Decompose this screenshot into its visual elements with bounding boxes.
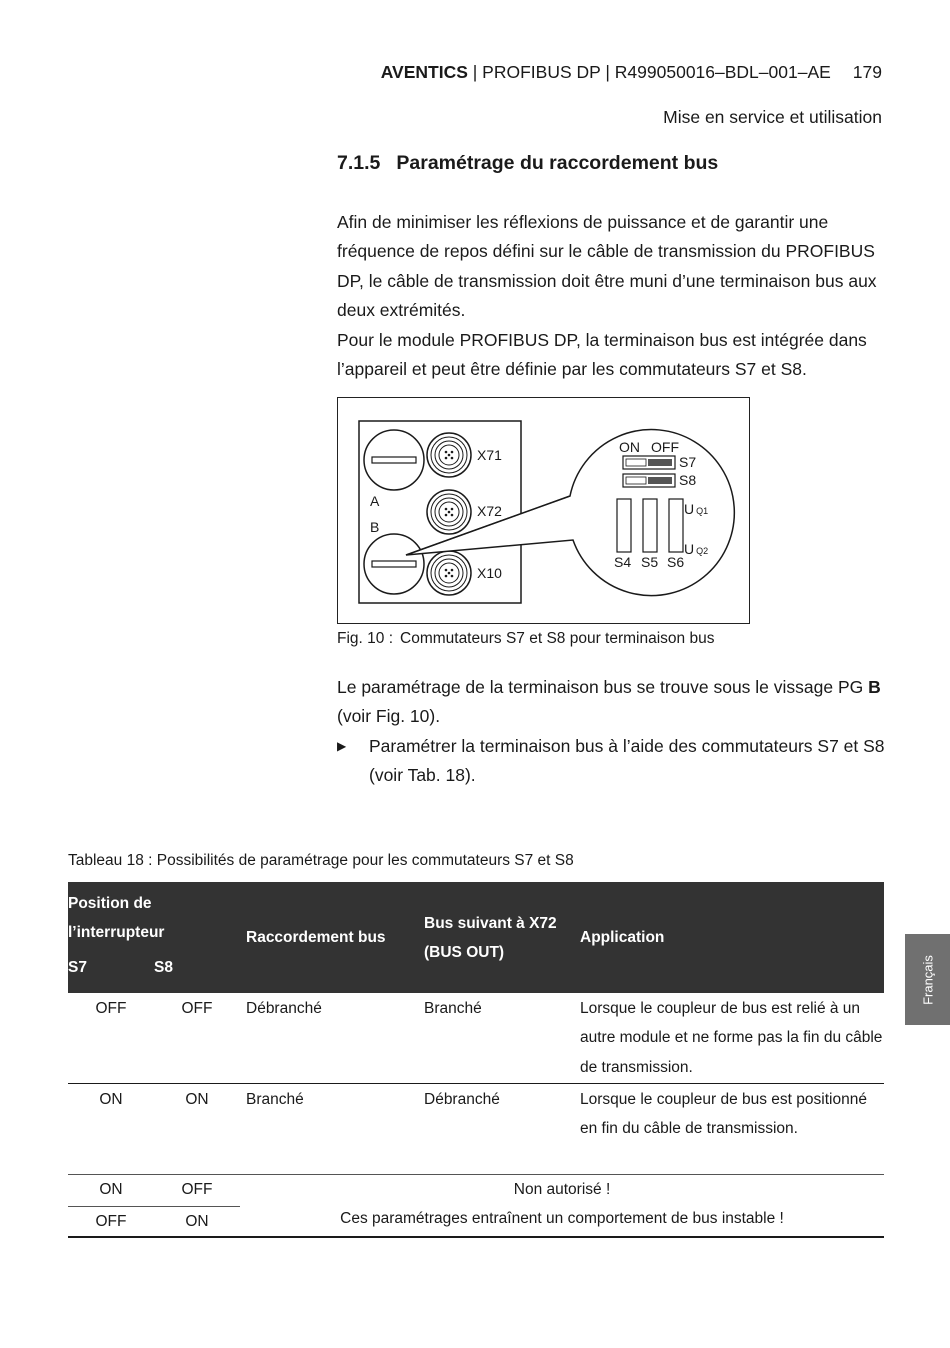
not-allowed-title: Non autorisé !: [513, 1180, 611, 1198]
label-s5: S5: [641, 554, 659, 570]
label-u-q2: U Q2: [684, 541, 709, 557]
header-bus-suivant: [417, 882, 573, 993]
header-separator: |: [600, 62, 615, 82]
cell-s8: ON: [185, 1090, 209, 1108]
section-number: 7.1.5: [337, 152, 381, 174]
instruction-text: Paramétrer la terminaison bus à l’aide des commutateurs S7 et S8 (voir Tab. 18).: [369, 736, 885, 786]
header-bus-line2: (BUS OUT): [424, 943, 505, 961]
cell-s7: OFF: [95, 1000, 127, 1017]
paragraph-location: [337, 673, 889, 732]
running-header: [381, 62, 882, 83]
label-s4: S4: [614, 554, 632, 570]
paragraph-location-ref: (voir Fig. 10).: [337, 706, 441, 727]
switch-s5: [643, 499, 657, 552]
cell-s8: OFF: [181, 1180, 213, 1198]
connector-x10: [427, 551, 471, 595]
switch-s8: [623, 474, 675, 487]
header-raccordement: Raccordement bus: [240, 882, 417, 993]
document-number: R499050016–BDL–001–AE: [614, 62, 831, 82]
instruction-item: [337, 732, 889, 791]
page-number: 179: [852, 62, 882, 82]
label-a: A: [370, 493, 380, 509]
cell-s8: ON: [185, 1212, 209, 1230]
cell-s8: OFF: [181, 1000, 213, 1017]
cell-s7: ON: [99, 1180, 123, 1198]
section-heading: [337, 152, 718, 175]
pg-b-label: B: [868, 677, 881, 697]
brand-name: AVENTICS: [380, 62, 468, 82]
switch-s4: [617, 499, 631, 552]
label-off: OFF: [651, 439, 679, 455]
label-x10: X10: [477, 565, 502, 581]
cell-s7: OFF: [95, 1212, 127, 1230]
cell-application: Lorsque le coupleur de bus est relié à un autre module et ne forme pas la fin du câble de transmission.: [580, 1000, 883, 1076]
label-s7: S7: [679, 454, 697, 470]
header-application: Application: [573, 882, 884, 993]
switch-diagram: [338, 398, 749, 623]
table-caption: Tableau 18 : Possibilités de paramétrage pour les commutateurs S7 et S8: [68, 852, 574, 869]
switch-s6: [669, 499, 683, 552]
header-position-line2: l’interrupteur: [68, 924, 165, 941]
label-on: ON: [619, 439, 640, 455]
cell-raccordement: Branché: [246, 1090, 304, 1108]
cell-bus: Débranché: [424, 1090, 500, 1108]
cell-s7: ON: [99, 1090, 123, 1108]
figure-caption-label: Fig. 10 :: [337, 630, 393, 647]
table-row: [68, 1083, 884, 1174]
paragraph-intro: Afin de minimiser les réflexions de puissance et de garantir une fréquence de repos défini sur le câble de transmission du PROFIBUS DP, le câble de transmission doit être muni d’une terminaison bus aux deux extrémités.: [337, 212, 877, 320]
language-tab-label: Français: [920, 954, 935, 1005]
connector-x71: [427, 433, 471, 477]
label-x71: X71: [477, 447, 502, 463]
figure-caption-text: Commutateurs S7 et S8 pour terminaison bus: [400, 630, 715, 647]
cell-not-allowed: [240, 1174, 884, 1237]
header-position: [68, 882, 240, 951]
label-s8: S8: [679, 472, 697, 488]
label-x72: X72: [477, 503, 502, 519]
label-s6: S6: [667, 554, 685, 570]
paragraph-location-text: Le paramétrage de la terminaison bus se trouve sous le vissage PG: [337, 677, 869, 697]
header-separator: |: [467, 62, 483, 82]
label-u-q1: U Q1: [684, 501, 709, 517]
header-bus-line1: Bus suivant à X72: [424, 914, 557, 932]
bullet-triangle-icon: ▶: [337, 739, 347, 753]
product-name: PROFIBUS DP: [482, 62, 601, 82]
settings-table: [68, 882, 884, 1238]
figure-switches: [337, 397, 750, 624]
cell-raccordement: Débranché: [246, 1000, 322, 1017]
label-b: B: [370, 519, 380, 535]
header-s8: S8: [154, 951, 240, 993]
table-row: [68, 1174, 884, 1206]
header-position-line1: Position de: [68, 895, 152, 912]
cell-application: Lorsque le coupleur de bus est positionné en fin du câble de transmission.: [580, 1090, 867, 1137]
not-allowed-warning: Ces paramétrages entraînent un comportement de bus instable !: [340, 1209, 784, 1227]
header-s7: S7: [68, 951, 154, 993]
paragraph-module: Pour le module PROFIBUS DP, la terminaison bus est intégrée dans l’appareil et peut être définie par les commutateurs S7 et S8.: [337, 330, 867, 380]
connector-x72: [427, 490, 471, 534]
chapter-name: Mise en service et utilisation: [663, 107, 882, 127]
table-row: [68, 993, 884, 1083]
section-title: Paramétrage du raccordement bus: [396, 152, 719, 174]
figure-caption: [337, 630, 714, 648]
switch-s7: [623, 456, 675, 469]
language-tab: [905, 934, 950, 1025]
cell-bus: Branché: [424, 1000, 482, 1017]
